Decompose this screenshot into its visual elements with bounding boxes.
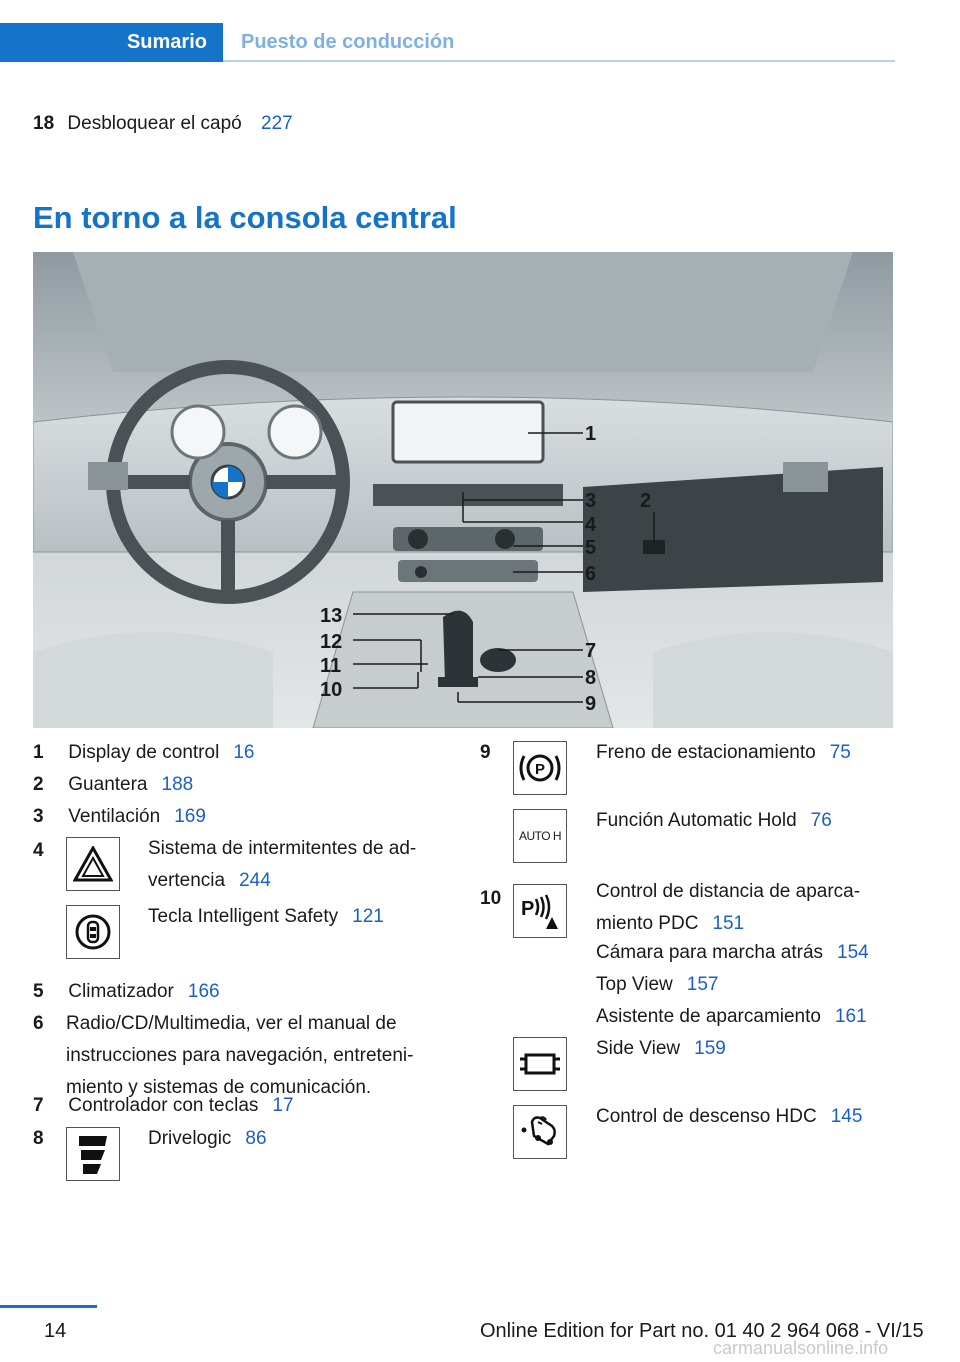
hdc-icon	[513, 1105, 567, 1159]
side-view-camera-icon	[513, 1037, 567, 1091]
list-item-9-label: Freno de estacionamiento 75	[596, 742, 851, 763]
list-item-3: 3 Ventilación 169	[33, 806, 206, 827]
list-item-hdc: Control de descenso HDC 145	[596, 1106, 863, 1127]
page-link[interactable]: 157	[686, 974, 719, 995]
callout-1: 1	[585, 423, 597, 445]
callout-8: 8	[585, 667, 597, 689]
callout-9: 9	[585, 693, 597, 715]
callout-12: 12	[320, 631, 343, 653]
callout-3: 3	[585, 490, 597, 512]
page-link[interactable]: 17	[272, 1095, 294, 1116]
page-link[interactable]: 145	[830, 1106, 863, 1127]
item-number-8: 8	[33, 1128, 44, 1149]
list-item-1: 1 Display de control 16	[33, 742, 255, 763]
list-item-rear-camera: Cámara para marcha atrás 154	[596, 942, 869, 963]
dashboard-drawing	[33, 252, 893, 728]
edition-text: Online Edition for Part no. 01 40 2 964 068 - VI/15	[480, 1320, 924, 1342]
page-link[interactable]: 76	[810, 810, 832, 831]
svg-text:P: P	[521, 898, 535, 920]
svg-text:P: P	[534, 761, 546, 778]
callout-5: 5	[585, 537, 597, 559]
callout-7: 7	[585, 640, 597, 662]
list-item-parking-assistant: Asistente de aparcamiento 161	[596, 1006, 867, 1027]
callout-2: 2	[640, 490, 652, 512]
page-link[interactable]: 151	[712, 913, 745, 934]
page-link[interactable]: 188	[161, 774, 194, 795]
page-link[interactable]: 161	[834, 1006, 867, 1027]
list-item-8-label: Drivelogic 86	[148, 1128, 267, 1149]
list-item-7: 7 Controlador con teclas 17	[33, 1095, 294, 1116]
page-link[interactable]: 121	[352, 906, 384, 927]
drivelogic-icon	[66, 1127, 120, 1181]
list-item-auto-hold: Función Automatic Hold 76	[596, 810, 832, 831]
list-item-10-label: Control de distancia de aparca- miento PDC 151	[596, 881, 861, 934]
page-number: 14	[44, 1320, 67, 1342]
item-label: Desbloquear el capó	[67, 113, 242, 134]
footer-accent-line	[0, 1305, 97, 1308]
page-link[interactable]: 86	[245, 1128, 267, 1149]
hazard-warning-icon	[66, 837, 120, 891]
item-number-10: 10	[480, 888, 502, 909]
callout-10: 10	[320, 679, 343, 701]
page-link[interactable]: 169	[174, 806, 206, 827]
item-number-4: 4	[33, 840, 44, 861]
page-link[interactable]: 166	[187, 981, 220, 1002]
tab-puesto-de-conduccion[interactable]: Puesto de conducción	[241, 31, 455, 53]
callout-4: 4	[585, 514, 597, 536]
header-underline	[223, 60, 895, 62]
list-item-top-view: Top View 157	[596, 974, 719, 995]
page-link[interactable]: 227	[261, 113, 293, 134]
tab-sumario[interactable]: Sumario	[0, 23, 223, 62]
watermark: carmanualsonline.info	[713, 1338, 889, 1358]
dashboard-illustration	[33, 252, 893, 728]
callout-6: 6	[585, 563, 597, 585]
page-link[interactable]: 16	[233, 742, 255, 763]
page-link[interactable]: 159	[694, 1038, 726, 1059]
list-item-5: 5 Climatizador 166	[33, 981, 220, 1002]
page-link[interactable]: 154	[837, 942, 869, 963]
list-item-side-view: Side View 159	[596, 1038, 726, 1059]
auto-hold-icon: AUTO H	[513, 809, 567, 863]
list-item-intelligent-safety: Tecla Intelligent Safety 121	[148, 906, 384, 927]
callout-11: 11	[320, 655, 342, 677]
parking-brake-icon	[513, 741, 567, 795]
list-item-4-label: Sistema de intermitentes de ad- vertencia 244	[148, 838, 417, 891]
item-number-9: 9	[480, 742, 491, 763]
pdc-icon	[513, 884, 567, 938]
callout-13: 13	[320, 605, 343, 627]
page-link[interactable]: 75	[829, 742, 851, 763]
item-number: 18	[33, 113, 55, 134]
page-link[interactable]: 244	[239, 870, 271, 891]
list-item-18	[33, 108, 293, 140]
list-item-2: 2 Guantera 188	[33, 774, 194, 795]
intelligent-safety-icon	[66, 905, 120, 959]
list-item-6: 6 Radio/CD/Multimedia, ver el manual de instrucciones para navegación, entreteni- miento y sistemas de comunicación.	[33, 1013, 414, 1098]
header-bar	[0, 0, 895, 62]
section-title: En torno a la consola central	[33, 200, 457, 235]
